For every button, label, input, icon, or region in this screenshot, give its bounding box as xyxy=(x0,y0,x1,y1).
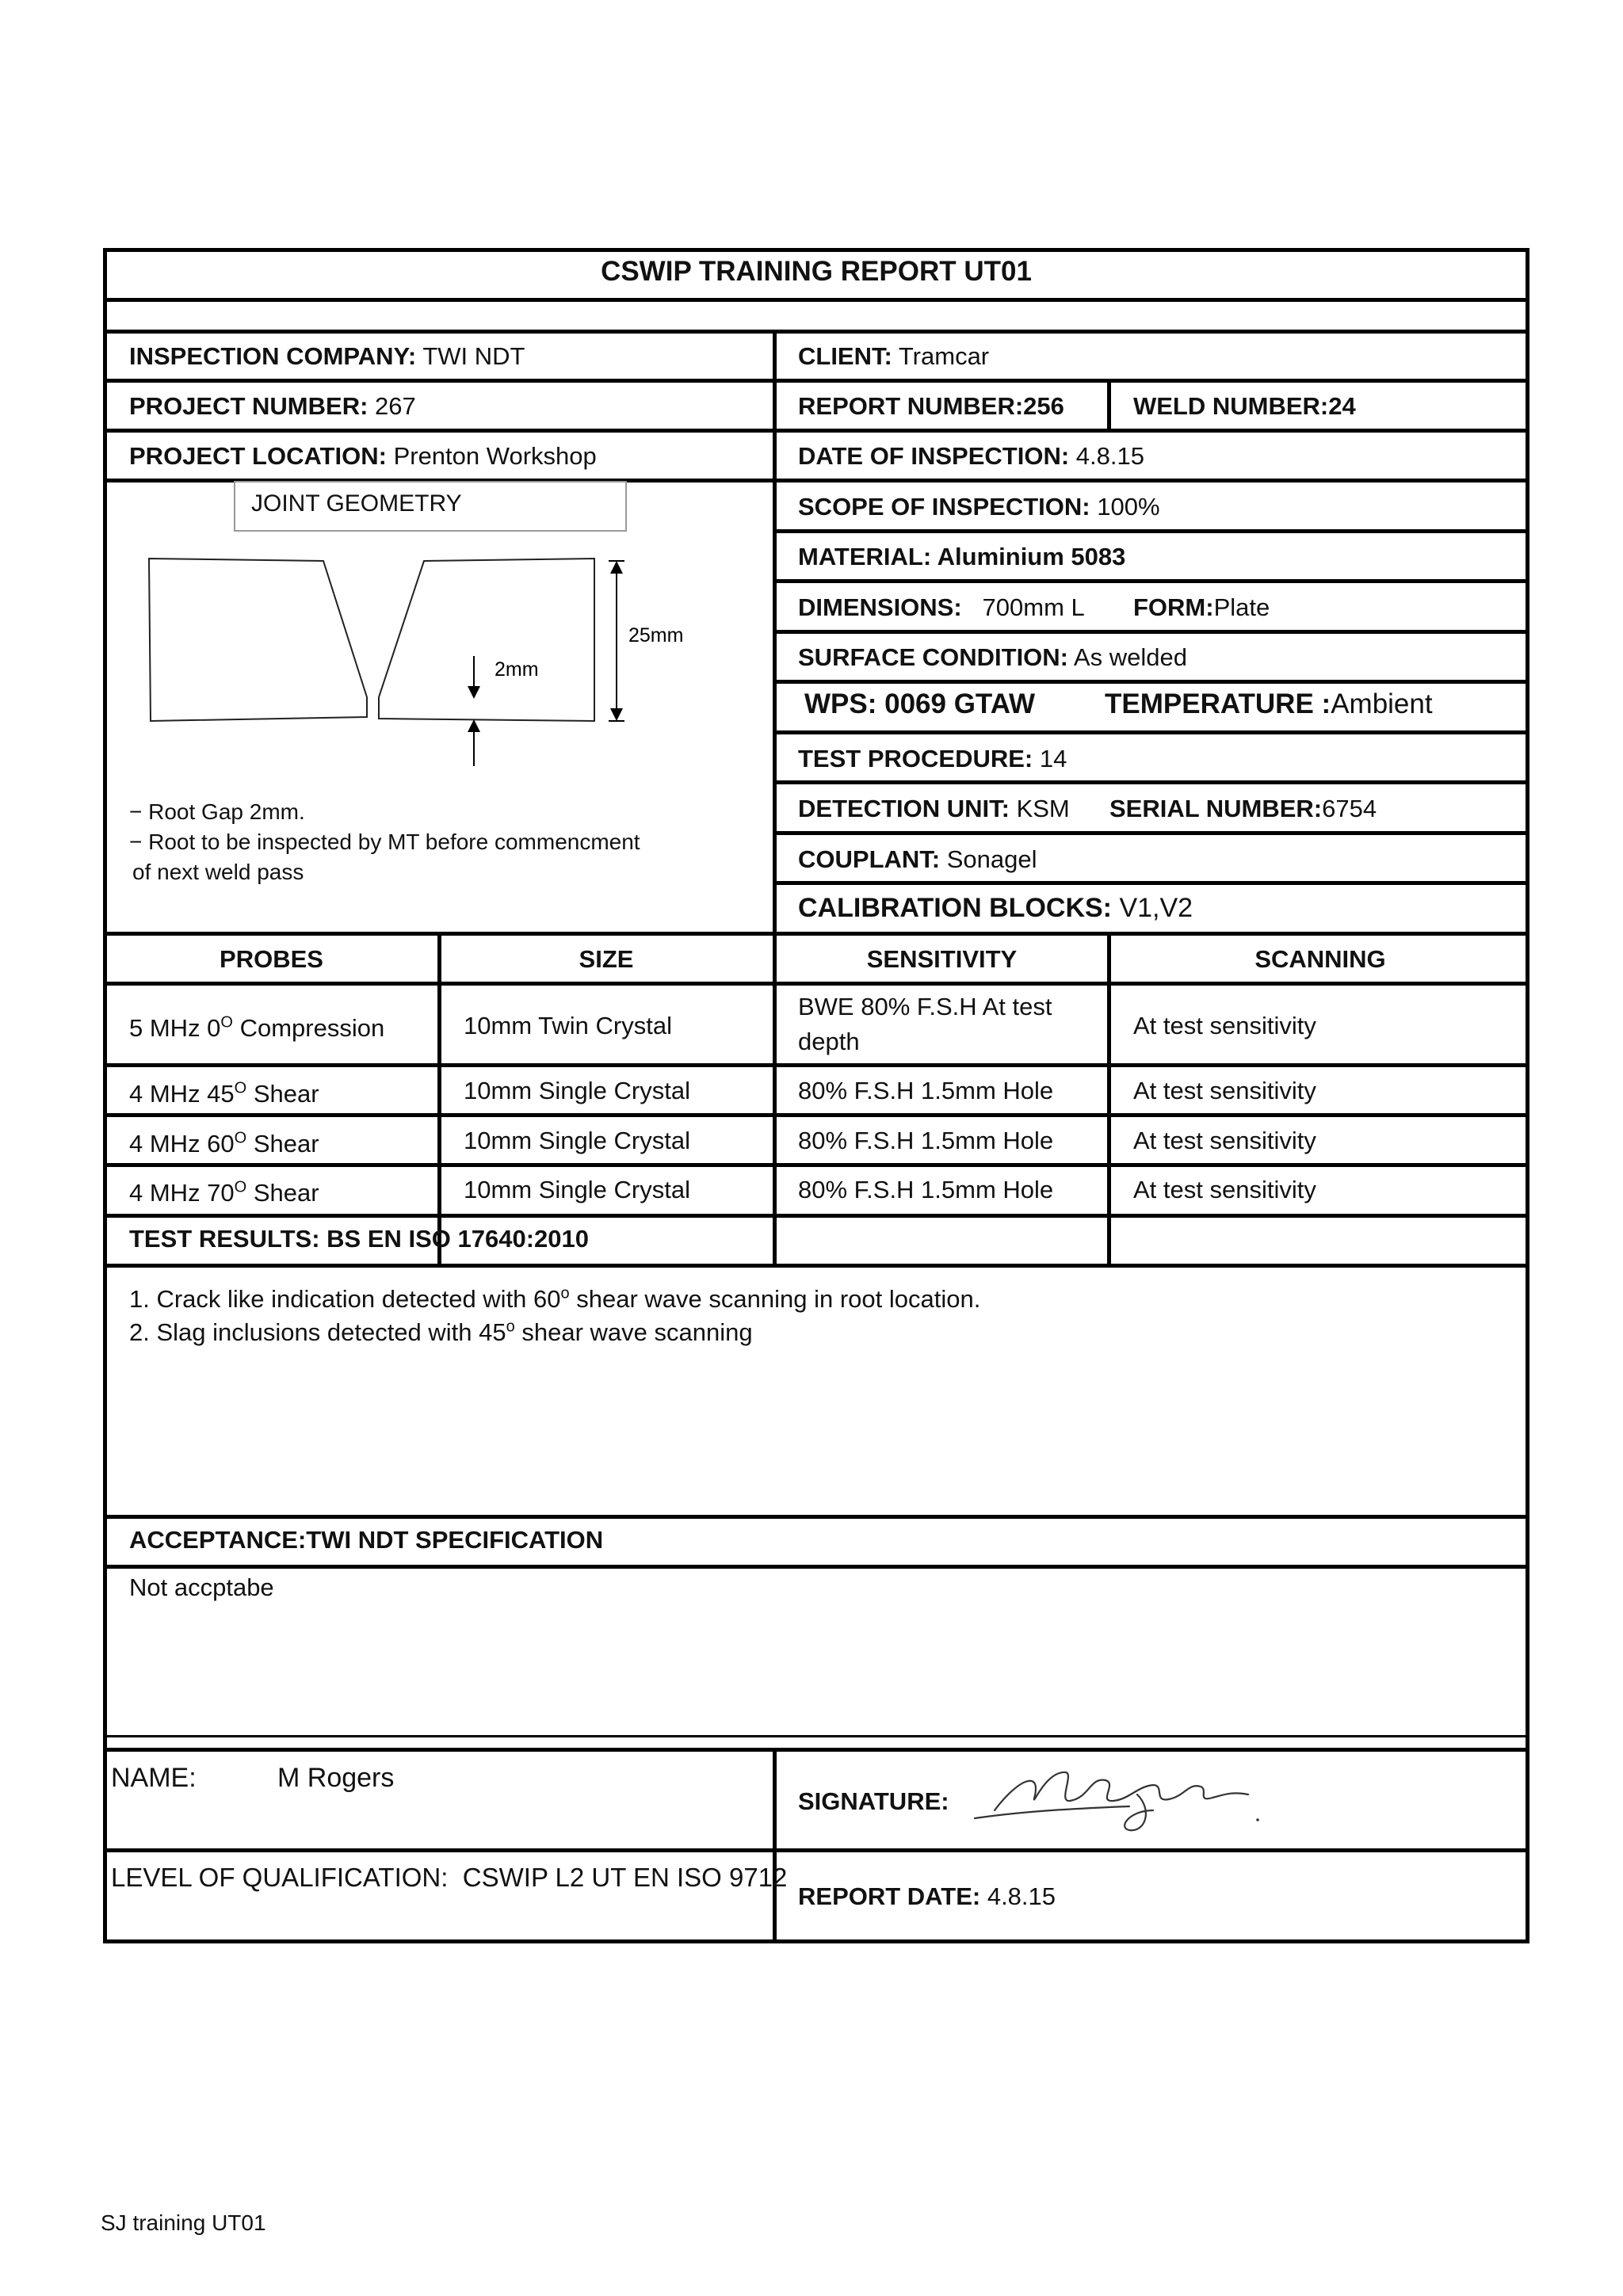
rule xyxy=(437,932,441,1264)
joint-note-1: − Root Gap 2mm. xyxy=(129,799,305,824)
material: MATERIAL: Aluminium 5083 xyxy=(798,543,1126,570)
calibration-blocks: CALIBRATION BLOCKS: V1,V2 xyxy=(798,893,1193,923)
rule xyxy=(103,1063,1529,1067)
header-probes: PROBES xyxy=(220,945,323,973)
rule xyxy=(103,1515,1529,1519)
table-row-size: 10mm Single Crystal xyxy=(464,1127,690,1154)
rule xyxy=(773,630,1529,634)
client: CLIENT: Tramcar xyxy=(798,342,990,370)
date-of-inspection: DATE OF INSPECTION: 4.8.15 xyxy=(798,442,1144,470)
joint-note-2: − Root to be inspected by MT before commencment xyxy=(129,830,640,854)
test-procedure: TEST PROCEDURE: 14 xyxy=(798,745,1067,772)
footer: SJ training UT01 xyxy=(101,2210,266,2235)
joint-geometry-diagram xyxy=(141,475,727,780)
table-row-size: 10mm Single Crystal xyxy=(464,1077,690,1104)
table-row-scanning: At test sensitivity xyxy=(1133,1077,1316,1104)
rule xyxy=(103,982,1529,986)
test-result-2: 2. Slag inclusions detected with 45$^o$ shear wave scanning xyxy=(129,1318,753,1346)
arrow-head xyxy=(610,561,623,574)
rule xyxy=(103,1264,1529,1268)
table-row-sensitivity: 80% F.S.H 1.5mm Hole xyxy=(798,1176,1054,1203)
rule xyxy=(103,1748,1529,1752)
rule xyxy=(773,730,1529,734)
rule xyxy=(773,379,1529,383)
table-row-size: 10mm Twin Crystal xyxy=(464,1012,672,1039)
weld-number: WELD NUMBER:24 xyxy=(1133,392,1356,420)
rule xyxy=(103,1214,1529,1218)
detection-unit: DETECTION UNIT: KSM xyxy=(798,795,1070,822)
rule xyxy=(103,330,1529,334)
right-plate xyxy=(379,559,594,721)
form: FORM:Plate xyxy=(1133,593,1270,621)
arrow-head xyxy=(468,719,480,732)
rule xyxy=(103,1848,1529,1852)
serial-number: SERIAL NUMBER:6754 xyxy=(1109,795,1377,822)
name-value: M Rogers xyxy=(277,1763,395,1793)
table-row-probe: 5 MHz $0^O$ Compression xyxy=(129,1013,385,1042)
surface-condition: SURFACE CONDITION: As welded xyxy=(798,643,1187,671)
inspection-company: INSPECTION COMPANY: TWI NDT xyxy=(129,342,525,370)
table-row-scanning: At test sensitivity xyxy=(1133,1127,1316,1154)
test-results-label: TEST RESULTS: BS EN ISO 17640:2010 xyxy=(129,1225,590,1253)
table-row-probe: 4 MHz $70^O$ Shear xyxy=(129,1178,319,1207)
table-row-size: 10mm Single Crystal xyxy=(464,1176,690,1203)
project-number: PROJECT NUMBER: 267 xyxy=(129,392,416,420)
rule xyxy=(773,780,1529,784)
rule xyxy=(773,579,1529,583)
header-sensitivity: SENSITIVITY xyxy=(866,945,1018,973)
rule xyxy=(103,1113,1529,1117)
rule xyxy=(773,331,777,1264)
rule xyxy=(773,831,1529,835)
rule xyxy=(103,1565,1529,1569)
rule xyxy=(773,1748,777,1943)
rule xyxy=(1107,932,1111,1264)
table-row-sensitivity: depth xyxy=(798,1028,860,1055)
temperature: TEMPERATURE :Ambient xyxy=(1105,688,1433,719)
table-row-probe: 4 MHz $45^O$ Shear xyxy=(129,1079,319,1108)
couplant: COUPLANT: Sonagel xyxy=(798,845,1037,873)
table-row-sensitivity: 80% F.S.H 1.5mm Hole xyxy=(798,1077,1054,1104)
gap-label: 2mm xyxy=(495,658,539,681)
rule xyxy=(773,529,1529,533)
header-size: SIZE xyxy=(579,945,634,973)
signature-image xyxy=(971,1763,1264,1834)
table-row-scanning: At test sensitivity xyxy=(1133,1176,1316,1203)
report-number: REPORT NUMBER:256 xyxy=(798,392,1064,420)
thickness-label: 25mm xyxy=(628,624,684,646)
table-row-scanning: At test sensitivity xyxy=(1133,1012,1316,1039)
header-scanning: SCANNING xyxy=(1254,945,1386,973)
joint-note-3: of next weld pass xyxy=(132,860,304,884)
rule xyxy=(103,298,1529,302)
left-plate xyxy=(149,559,367,721)
rule xyxy=(773,479,1529,482)
rule xyxy=(103,1163,1529,1167)
arrow-head xyxy=(468,686,480,699)
wps: WPS: 0069 GTAW xyxy=(804,688,1036,719)
report-title: CSWIP TRAINING REPORT UT01 xyxy=(601,256,1032,287)
rule xyxy=(103,932,1529,936)
table-row-sensitivity: 80% F.S.H 1.5mm Hole xyxy=(798,1127,1054,1154)
rule xyxy=(103,379,773,383)
rule xyxy=(773,680,1529,684)
signature-label: SIGNATURE: xyxy=(798,1787,949,1815)
table-row-sensitivity: BWE 80% F.S.H At test xyxy=(798,993,1052,1020)
test-result-1: 1. Crack like indication detected with 60$^o$ shear wave scanning in root location. xyxy=(129,1284,981,1313)
rule xyxy=(103,429,1529,433)
acceptance-value: Not accptabe xyxy=(129,1573,274,1601)
acceptance-label: ACCEPTANCE:TWI NDT SPECIFICATION xyxy=(129,1526,604,1554)
project-location: PROJECT LOCATION: Prenton Workshop xyxy=(129,442,597,470)
dimensions: DIMENSIONS: 700mm L xyxy=(798,593,1085,621)
scope-of-inspection: SCOPE OF INSPECTION: 100% xyxy=(798,493,1160,521)
rule xyxy=(1107,379,1111,429)
rule xyxy=(103,1735,1529,1737)
rule xyxy=(773,881,1529,885)
table-row-probe: 4 MHz $60^O$ Shear xyxy=(129,1129,319,1158)
report-date: REPORT DATE: 4.8.15 xyxy=(798,1882,1056,1910)
level-of-qualification: LEVEL OF QUALIFICATION: CSWIP L2 UT EN ISO 9712 xyxy=(111,1863,788,1892)
name-label: NAME: xyxy=(111,1763,197,1793)
joint-geometry-label: JOINT GEOMETRY xyxy=(251,490,462,517)
arrow-head xyxy=(610,708,623,721)
